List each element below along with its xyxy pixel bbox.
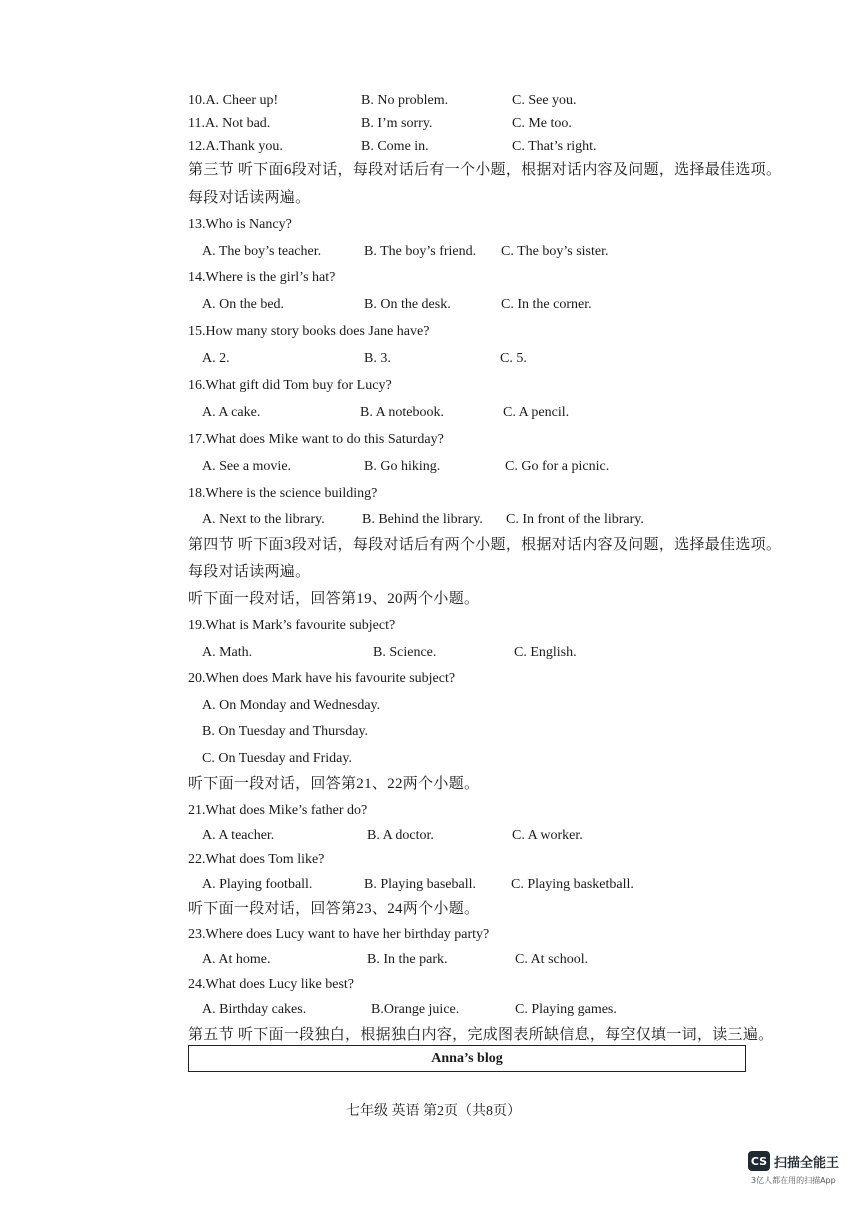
section4-intro-21-22: 听下面一段对话，回答第21、22两个小题。 bbox=[188, 776, 480, 792]
question-15-option-c: C. 5. bbox=[500, 351, 527, 366]
question-20-option-b: B. On Tuesday and Thursday. bbox=[202, 724, 369, 739]
question-22-option-b: B. Playing baseball. bbox=[364, 877, 476, 892]
question-19-option-b: B. Science. bbox=[373, 645, 437, 660]
item-11-b: B. I’m sorry. bbox=[361, 116, 433, 131]
question-21-option-a: A. A teacher. bbox=[202, 828, 275, 843]
question-24-option-b: B.Orange juice. bbox=[371, 1002, 460, 1017]
question-13-option-a: A. The boy’s teacher. bbox=[202, 244, 322, 259]
question-23-option-a: A. At home. bbox=[202, 952, 271, 967]
question-15-option-a: A. 2. bbox=[202, 351, 230, 366]
section4-heading-cont: 每段对话读两遍。 bbox=[188, 564, 311, 580]
item-12-b: B. Come in. bbox=[361, 139, 429, 154]
question-18: 18.Where is the science building? bbox=[188, 486, 378, 501]
question-17-option-a: A. See a movie. bbox=[202, 459, 292, 474]
item-10-a: 10.A. Cheer up! bbox=[188, 93, 279, 108]
question-15: 15.How many story books does Jane have? bbox=[188, 324, 430, 339]
cs-logo-icon: CS bbox=[748, 1151, 770, 1171]
question-19-option-a: A. Math. bbox=[202, 645, 253, 660]
question-16-option-c: C. A pencil. bbox=[503, 405, 570, 420]
question-23-option-c: C. At school. bbox=[515, 952, 589, 967]
question-22-option-c: C. Playing basketball. bbox=[511, 877, 634, 892]
section3-heading-cont: 每段对话读两遍。 bbox=[188, 190, 311, 206]
item-11-a: 11.A. Not bad. bbox=[188, 116, 271, 131]
watermark-name: 扫描全能王 bbox=[774, 1156, 840, 1171]
section3-heading: 第三节 听下面6段对话，每段对话后有一个小题，根据对话内容及问题，选择最佳选项。 bbox=[188, 162, 782, 178]
question-18-option-c: C. In front of the library. bbox=[506, 512, 644, 527]
question-18-option-a: A. Next to the library. bbox=[202, 512, 325, 527]
question-13: 13.Who is Nancy? bbox=[188, 217, 292, 232]
question-22-option-a: A. Playing football. bbox=[202, 877, 313, 892]
question-23: 23.Where does Lucy want to have her birthday party? bbox=[188, 927, 490, 942]
item-10-b: B. No problem. bbox=[361, 93, 449, 108]
question-20-option-c: C. On Tuesday and Friday. bbox=[202, 751, 352, 766]
question-22: 22.What does Tom like? bbox=[188, 852, 325, 867]
question-17: 17.What does Mike want to do this Saturday? bbox=[188, 432, 444, 447]
blog-table-header bbox=[188, 1045, 746, 1072]
section4-intro-23-24: 听下面一段对话，回答第23、24两个小题。 bbox=[188, 901, 480, 917]
question-24-option-c: C. Playing games. bbox=[515, 1002, 617, 1017]
question-14-option-c: C. In the corner. bbox=[501, 297, 592, 312]
question-20-option-a: A. On Monday and Wednesday. bbox=[202, 698, 381, 713]
blog-title: Anna’s blog bbox=[431, 1050, 503, 1066]
question-21: 21.What does Mike’s father do? bbox=[188, 803, 368, 818]
question-19-option-c: C. English. bbox=[514, 645, 577, 660]
page-footer: 七年级 英语 第2页（共8页） bbox=[346, 1104, 521, 1119]
question-16-option-b: B. A notebook. bbox=[360, 405, 445, 420]
item-10-c: C. See you. bbox=[512, 93, 577, 108]
question-21-option-c: C. A worker. bbox=[512, 828, 583, 843]
question-16-option-a: A. A cake. bbox=[202, 405, 261, 420]
question-18-option-b: B. Behind the library. bbox=[362, 512, 483, 527]
question-17-option-c: C. Go for a picnic. bbox=[505, 459, 610, 474]
item-12-c: C. That’s right. bbox=[512, 139, 597, 154]
question-13-option-c: C. The boy’s sister. bbox=[501, 244, 609, 259]
question-14: 14.Where is the girl’s hat? bbox=[188, 270, 336, 285]
question-19: 19.What is Mark’s favourite subject? bbox=[188, 618, 396, 633]
section4-intro-19-20: 听下面一段对话，回答第19、20两个小题。 bbox=[188, 591, 480, 607]
section4-heading: 第四节 听下面3段对话，每段对话后有两个小题，根据对话内容及问题，选择最佳选项。 bbox=[188, 537, 782, 553]
question-14-option-a: A. On the bed. bbox=[202, 297, 285, 312]
question-24: 24.What does Lucy like best? bbox=[188, 977, 355, 992]
question-23-option-b: B. In the park. bbox=[367, 952, 448, 967]
question-20: 20.When does Mark have his favourite subject? bbox=[188, 671, 456, 686]
item-11-c: C. Me too. bbox=[512, 116, 572, 131]
question-13-option-b: B. The boy’s friend. bbox=[364, 244, 477, 259]
question-17-option-b: B. Go hiking. bbox=[364, 459, 441, 474]
question-16: 16.What gift did Tom buy for Lucy? bbox=[188, 378, 392, 393]
section5-heading: 第五节 听下面一段独白，根据独白内容，完成图表所缺信息，每空仅填一词，读三遍。 bbox=[188, 1027, 774, 1043]
question-24-option-a: A. Birthday cakes. bbox=[202, 1002, 307, 1017]
scanner-watermark bbox=[748, 1151, 858, 1191]
question-21-option-b: B. A doctor. bbox=[367, 828, 434, 843]
question-15-option-b: B. 3. bbox=[364, 351, 391, 366]
item-12-a: 12.A.Thank you. bbox=[188, 139, 283, 154]
question-14-option-b: B. On the desk. bbox=[364, 297, 451, 312]
watermark-tagline: 3亿人都在用的扫描App bbox=[751, 1176, 836, 1185]
